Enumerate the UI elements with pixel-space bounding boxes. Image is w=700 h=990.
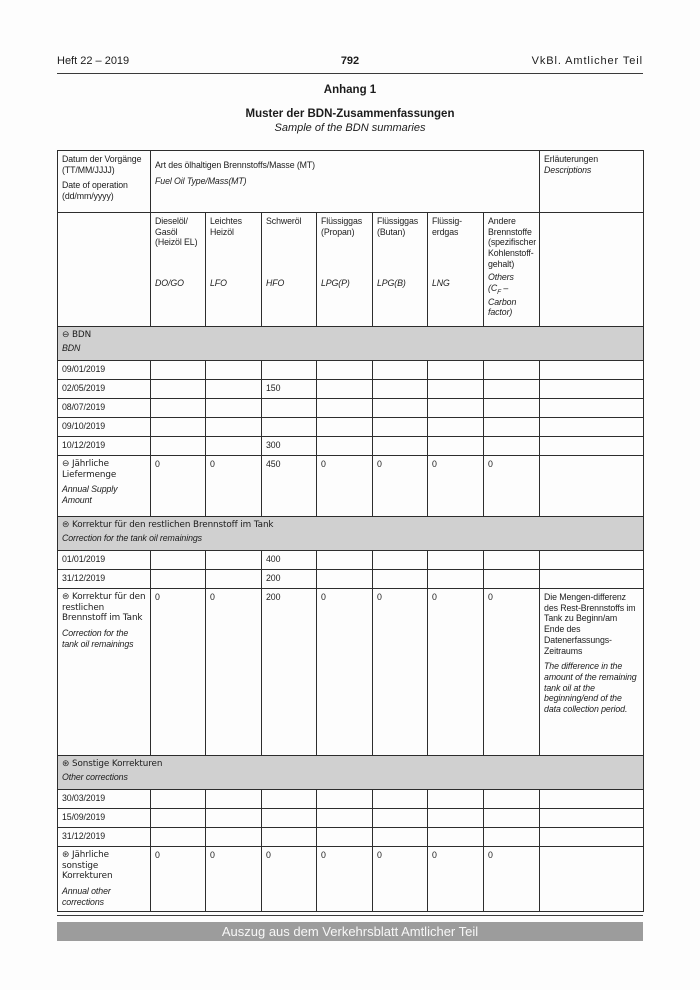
note-cell (540, 456, 644, 517)
total-value-cell: 200 (262, 589, 317, 756)
value-cell (262, 418, 317, 437)
value-cell (373, 809, 428, 828)
total-value-cell: 0 (428, 847, 484, 912)
section-title (58, 517, 644, 551)
total-row (58, 456, 644, 517)
section-title-de: ⊖ BDN (62, 330, 92, 340)
value-cell (262, 790, 317, 809)
date-header-en: Date of operation (dd/mm/yyyy) (62, 180, 128, 202)
value-cell (206, 399, 262, 418)
note-cell (540, 847, 644, 912)
total-value-cell: 0 (317, 456, 373, 517)
table-row (58, 418, 644, 437)
value-cell (484, 437, 540, 456)
date-cell: 30/03/2019 (58, 790, 151, 809)
value-cell (206, 380, 262, 399)
value-cell (151, 551, 206, 570)
total-value-cell: 0 (484, 456, 540, 517)
total-row (58, 847, 644, 912)
total-label-cell (58, 456, 151, 517)
note-cell (540, 418, 644, 437)
section-header-row (58, 327, 644, 361)
total-value-cell: 0 (317, 589, 373, 756)
table-row (58, 828, 644, 847)
value-cell (206, 809, 262, 828)
value-cell (151, 809, 206, 828)
value-cell (317, 570, 373, 589)
publication-label: VkBl. Amtlicher Teil (531, 55, 643, 67)
value-cell (484, 418, 540, 437)
total-label-cell (58, 589, 151, 756)
value-cell (484, 809, 540, 828)
value-cell (317, 361, 373, 380)
value-cell: 400 (262, 551, 317, 570)
value-cell (484, 399, 540, 418)
descriptions-column-header (540, 151, 644, 213)
note-text-en: The difference in the amount of the remaining tank oil at the beginning/end of the data collection period. (544, 661, 637, 715)
date-cell: 15/09/2019 (58, 809, 151, 828)
footer-rule (57, 915, 643, 916)
total-value-cell: 450 (262, 456, 317, 517)
fuel-column-header-others: Andere Brennstoffe (spezifischer Kohlenstoff-gehalt) Others ($C_F$ – Carbon factor) (484, 213, 540, 327)
value-cell (206, 418, 262, 437)
note-cell (540, 790, 644, 809)
empty-cell (540, 213, 644, 327)
table-row (58, 570, 644, 589)
total-label-en: Annual other corrections (62, 886, 111, 907)
total-value-cell: 0 (428, 456, 484, 517)
page-number: 792 (340, 55, 360, 67)
value-cell (151, 399, 206, 418)
value-cell (484, 828, 540, 847)
value-cell (373, 828, 428, 847)
value-cell (428, 399, 484, 418)
fuel-column-header-lpgb: Flüssiggas (Butan) LPG(B) (373, 213, 428, 327)
table-row (58, 809, 644, 828)
date-cell: 09/10/2019 (58, 418, 151, 437)
total-label-cell (58, 847, 151, 912)
fuel-column-header-dogo: Dieselöl/ Gasöl (Heizöl EL) DO/GO (151, 213, 206, 327)
value-cell (151, 361, 206, 380)
date-column-header (58, 151, 151, 213)
empty-cell (58, 213, 151, 327)
date-header-de: Datum der Vorgänge (TT/MM/JJJJ) (62, 154, 142, 175)
total-row (58, 589, 644, 756)
value-cell (206, 437, 262, 456)
section-title (58, 756, 644, 790)
total-label-de: ⊖ Jährliche Liefermenge (62, 459, 117, 480)
value-cell (373, 418, 428, 437)
date-cell: 01/01/2019 (58, 551, 151, 570)
annex-heading: Anhang 1 (323, 84, 377, 96)
value-cell (428, 570, 484, 589)
total-value-cell: 0 (484, 847, 540, 912)
section-title-en: Correction for the tank oil remainings (62, 532, 202, 543)
value-cell (151, 828, 206, 847)
value-cell (484, 570, 540, 589)
value-cell: 200 (262, 570, 317, 589)
table-row (58, 399, 644, 418)
value-cell (317, 809, 373, 828)
table-row (58, 551, 644, 570)
value-cell (373, 399, 428, 418)
date-cell: 09/01/2019 (58, 361, 151, 380)
note-cell (540, 437, 644, 456)
total-value-cell: 0 (206, 456, 262, 517)
section-title-de: ⊛ Sonstige Korrekturen (62, 759, 163, 769)
value-cell (262, 828, 317, 847)
total-value-cell: 0 (151, 456, 206, 517)
total-value-cell: 0 (373, 847, 428, 912)
note-text-de: Die Mengen-differenz des Rest-Brennstoffs im Tank zu Beginn/am Ende des Datenerfassungs-Zeitraums (544, 592, 636, 656)
value-cell (484, 380, 540, 399)
value-cell (317, 437, 373, 456)
value-cell (373, 570, 428, 589)
total-value-cell: 0 (262, 847, 317, 912)
value-cell (317, 399, 373, 418)
descriptions-header-en: Descriptions (544, 164, 592, 175)
note-cell (540, 809, 644, 828)
bdn-summary-table (57, 150, 644, 912)
total-value-cell: 0 (151, 589, 206, 756)
value-cell (206, 551, 262, 570)
fuel-column-header-lfo: Leichtes Heizöl LFO (206, 213, 262, 327)
value-cell (428, 437, 484, 456)
note-cell (540, 399, 644, 418)
value-cell (484, 361, 540, 380)
value-cell: 150 (262, 380, 317, 399)
value-cell (206, 828, 262, 847)
total-label-en: Annual Supply Amount (62, 484, 118, 506)
value-cell (151, 418, 206, 437)
total-value-cell: 0 (317, 847, 373, 912)
date-cell: 02/05/2019 (58, 380, 151, 399)
fuel-column-header-hfo: Schweröl HFO (262, 213, 317, 327)
value-cell (317, 790, 373, 809)
running-head (57, 55, 643, 67)
value-cell (206, 570, 262, 589)
page-subtitle: Sample of the BDN summaries (274, 122, 426, 134)
value-cell (373, 790, 428, 809)
section-title-en: Other corrections (62, 771, 128, 782)
value-cell (428, 790, 484, 809)
value-cell (428, 380, 484, 399)
total-label-de: ⊜ Korrektur für den restlichen Brennstoff im Tank (62, 592, 146, 624)
fuel-column-header-lpgp: Flüssiggas (Propan) LPG(P) (317, 213, 373, 327)
fuel-column-header-lng: Flüssig-erdgas LNG (428, 213, 484, 327)
value-cell (317, 551, 373, 570)
note-cell (540, 828, 644, 847)
date-cell: 31/12/2019 (58, 828, 151, 847)
value-cell (206, 361, 262, 380)
total-value-cell: 0 (484, 589, 540, 756)
value-cell (317, 418, 373, 437)
date-cell: 31/12/2019 (58, 570, 151, 589)
footer-banner: Auszug aus dem Verkehrsblatt Amtlicher Teil (57, 922, 643, 941)
total-value-cell: 0 (373, 456, 428, 517)
total-value-cell: 0 (428, 589, 484, 756)
value-cell (262, 361, 317, 380)
value-cell (317, 380, 373, 399)
section-header-row (58, 517, 644, 551)
issue-label: Heft 22 – 2019 (57, 55, 130, 67)
value-cell (373, 437, 428, 456)
total-label-en: Correction for the tank oil remainings (62, 628, 134, 649)
value-cell (428, 361, 484, 380)
value-cell (428, 551, 484, 570)
value-cell (151, 790, 206, 809)
table-row (58, 361, 644, 380)
value-cell (428, 418, 484, 437)
total-value-cell: 0 (373, 589, 428, 756)
header-group-row (58, 151, 644, 213)
value-cell (428, 828, 484, 847)
table-body (58, 327, 644, 912)
fuel-header-en: Fuel Oil Type/Mass(MT) (155, 175, 247, 186)
value-cell (151, 570, 206, 589)
value-cell (373, 380, 428, 399)
table-row (58, 790, 644, 809)
header-rule (57, 73, 643, 74)
table-row (58, 437, 644, 456)
total-label-de: ⊛ Jährliche sonstige Korrekturen (62, 850, 113, 882)
section-title (58, 327, 644, 361)
page-title: Muster der BDN-Zusammenfassungen (245, 108, 455, 120)
total-value-cell: 0 (206, 847, 262, 912)
value-cell (373, 551, 428, 570)
value-cell (262, 809, 317, 828)
date-cell: 10/12/2019 (58, 437, 151, 456)
note-cell (540, 589, 644, 756)
descriptions-header-de: Erläuterungen (544, 154, 598, 164)
value-cell: 300 (262, 437, 317, 456)
section-title-de: ⊜ Korrektur für den restlichen Brennstoff im Tank (62, 520, 274, 530)
fuel-group-header (151, 151, 540, 213)
value-cell (151, 380, 206, 399)
value-cell (262, 399, 317, 418)
value-cell (484, 551, 540, 570)
table-row (58, 380, 644, 399)
note-cell (540, 551, 644, 570)
note-cell (540, 361, 644, 380)
section-header-row (58, 756, 644, 790)
note-cell (540, 380, 644, 399)
value-cell (151, 437, 206, 456)
date-cell: 08/07/2019 (58, 399, 151, 418)
note-cell (540, 570, 644, 589)
value-cell (317, 828, 373, 847)
fuel-header-de: Art des ölhaltigen Brennstoffs/Masse (MT) (155, 160, 316, 170)
value-cell (484, 790, 540, 809)
total-value-cell: 0 (151, 847, 206, 912)
header-fuel-row (58, 213, 644, 327)
value-cell (373, 361, 428, 380)
section-title-en: BDN (62, 342, 81, 353)
value-cell (206, 790, 262, 809)
total-value-cell: 0 (206, 589, 262, 756)
value-cell (428, 809, 484, 828)
